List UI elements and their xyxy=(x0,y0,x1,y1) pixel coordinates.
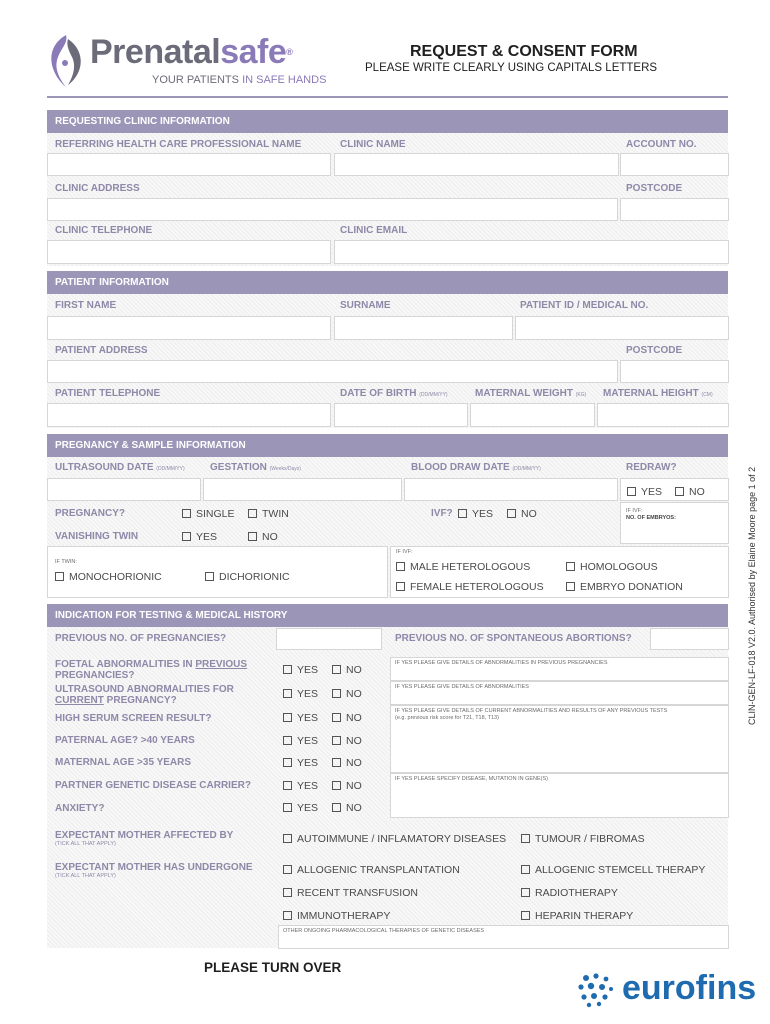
paternal-yes-checkbox[interactable]: YES xyxy=(283,735,318,747)
mother-undergone-tick-note: (TICK ALL THAT APPLY) xyxy=(55,873,116,879)
prenatalsafe-logo: Prenatalsafe® YOUR PATIENTS IN SAFE HANDS xyxy=(44,31,334,93)
vanishing-twin-label: VANISHING TWIN xyxy=(55,531,139,542)
form-subtitle: PLEASE WRITE CLEARLY USING CAPITALS LETTERS xyxy=(365,62,658,74)
first-name-label: FIRST NAME xyxy=(55,300,117,311)
maternal-no-checkbox[interactable]: NO xyxy=(332,757,362,769)
maternal-age-label: MATERNAL AGE >35 YEARS xyxy=(55,757,192,768)
brand-name-suffix: safe xyxy=(220,33,287,71)
redraw-no-checkbox[interactable]: NO xyxy=(675,486,705,498)
patient-telephone-label: PATIENT TELEPHONE xyxy=(55,388,161,399)
clinic-section-header: REQUESTING CLINIC INFORMATION xyxy=(47,110,728,133)
embryo-donation-checkbox[interactable]: EMBRYO DONATION xyxy=(566,581,683,593)
mother-undergone-label: EXPECTANT MOTHER HAS UNDERGONE xyxy=(55,862,253,873)
if-ivf-label: IF IVF: xyxy=(396,549,413,555)
foetal-yes-checkbox[interactable]: YES xyxy=(283,664,318,676)
maternal-yes-checkbox[interactable]: YES xyxy=(283,757,318,769)
patient-id-label: PATIENT ID / MEDICAL NO. xyxy=(520,300,649,311)
mother-affected-tick-note: (TICK ALL THAT APPLY) xyxy=(55,841,116,847)
foetal-abnormalities-label: FOETAL ABNORMALITIES IN PREVIOUS PREGNANCIES? xyxy=(55,659,248,681)
clinic-email-field[interactable] xyxy=(334,240,729,264)
prev-abortions-label: PREVIOUS NO. OF SPONTANEOUS ABORTIONS? xyxy=(395,633,632,644)
document-reference: CLIN-GEN-LF-018 V2.0. Authorised by Elaine Moore page 1 of 2 xyxy=(747,466,757,725)
prev-pregnancies-field[interactable] xyxy=(276,628,382,650)
foetal-no-checkbox[interactable]: NO xyxy=(332,664,362,676)
immunotherapy-checkbox[interactable]: IMMUNOTHERAPY xyxy=(283,910,390,922)
pregnancy-type-label: PREGNANCY? xyxy=(55,508,126,519)
dichorionic-checkbox[interactable]: DICHORIONIC xyxy=(205,571,290,583)
patient-address-label: PATIENT ADDRESS xyxy=(55,345,148,356)
clinic-postcode-field[interactable] xyxy=(620,198,729,221)
ivf-yes-checkbox[interactable]: YES xyxy=(458,508,493,520)
autoimmune-checkbox[interactable]: AUTOIMMUNE / INFLAMATORY DISEASES xyxy=(283,833,506,845)
if-ivf-embryos-label: IF IVF: xyxy=(626,508,643,514)
serum-details-note-example: (e.g. previous risk score for T21, T18, T13) xyxy=(395,715,499,721)
twin-checkbox[interactable]: TWIN xyxy=(248,508,289,520)
ultrasound-yes-checkbox[interactable]: YES xyxy=(283,688,318,700)
gestation-label: GESTATION (Weeks/Days) xyxy=(210,462,301,473)
anxiety-no-checkbox[interactable]: NO xyxy=(332,802,362,814)
gestation-field[interactable] xyxy=(203,478,402,501)
ultrasound-no-checkbox[interactable]: NO xyxy=(332,688,362,700)
serum-yes-checkbox[interactable]: YES xyxy=(283,712,318,724)
no-of-embryos-label: NO. OF EMBRYOS: xyxy=(626,515,676,521)
partner-carrier-label: PARTNER GENETIC DISEASE CARRIER? xyxy=(55,780,251,791)
anxiety-label: ANXIETY? xyxy=(55,803,105,814)
clinic-address-label: CLINIC ADDRESS xyxy=(55,183,140,194)
patient-telephone-field[interactable] xyxy=(47,403,331,427)
eurofins-logo xyxy=(576,968,756,1012)
partner-no-checkbox[interactable]: NO xyxy=(332,780,362,792)
anxiety-yes-checkbox[interactable]: YES xyxy=(283,802,318,814)
ivf-label: IVF? xyxy=(431,508,453,519)
if-twin-label: IF TWIN: xyxy=(55,559,77,565)
account-no-field[interactable] xyxy=(620,153,729,176)
pregnancy-section-header: PREGNANCY & SAMPLE INFORMATION xyxy=(47,434,728,457)
surname-label: SURNAME xyxy=(340,300,391,311)
blood-draw-date-field[interactable] xyxy=(404,478,618,501)
male-heterologous-checkbox[interactable]: MALE HETEROLOGOUS xyxy=(396,561,530,573)
maternal-height-label: MATERNAL HEIGHT (CM) xyxy=(603,388,713,399)
mother-affected-label: EXPECTANT MOTHER AFFECTED BY xyxy=(55,830,234,841)
ultrasound-details-note: IF YES PLEASE GIVE DETAILS OF ABNORMALITIES xyxy=(395,684,529,690)
eurofins-wordmark: eurofins xyxy=(622,969,757,1007)
female-heterologous-checkbox[interactable]: FEMALE HETEROLOGOUS xyxy=(396,581,544,593)
header-divider xyxy=(47,96,728,98)
patient-address-field[interactable] xyxy=(47,360,618,383)
maternal-weight-field[interactable] xyxy=(470,403,595,427)
ultrasound-date-field[interactable] xyxy=(47,478,201,501)
patient-id-field[interactable] xyxy=(515,316,729,340)
brand-name-prefix: Prenatal xyxy=(90,33,221,71)
ultrasound-date-label: ULTRASOUND DATE (DD/MM/YY) xyxy=(55,462,185,473)
partner-details-note: IF YES PLEASE SPECIFY DISEASE, MUTATION IN GENE(S) xyxy=(395,776,549,782)
allogenic-transplant-checkbox[interactable]: ALLOGENIC TRANSPLANTATION xyxy=(283,864,460,876)
clinic-name-field[interactable] xyxy=(334,153,619,176)
serum-no-checkbox[interactable]: NO xyxy=(332,712,362,724)
partner-yes-checkbox[interactable]: YES xyxy=(283,780,318,792)
clinic-postcode-label: POSTCODE xyxy=(626,183,683,194)
redraw-label: REDRAW? xyxy=(626,462,677,473)
homologous-checkbox[interactable]: HOMOLOGOUS xyxy=(566,561,658,573)
recent-transfusion-checkbox[interactable]: RECENT TRANSFUSION xyxy=(283,887,418,899)
paternal-no-checkbox[interactable]: NO xyxy=(332,735,362,747)
ivf-no-checkbox[interactable]: NO xyxy=(507,508,537,520)
foetal-details-note: IF YES PLEASE GIVE DETAILS OF ABNORMALITIES IN PREVIOUS PREGNANCIES xyxy=(395,660,608,666)
maternal-height-field[interactable] xyxy=(597,403,729,427)
redraw-yes-checkbox[interactable]: YES xyxy=(627,486,662,498)
serum-details-note: IF YES PLEASE GIVE DETAILS OF CURRENT ABNORMALITIES AND RESULTS OF ANY PREVIOUS TESTS xyxy=(395,708,668,714)
clinic-name-label: CLINIC NAME xyxy=(340,139,406,150)
maternal-weight-label: MATERNAL WEIGHT (KG) xyxy=(475,388,587,399)
prev-pregnancies-label: PREVIOUS NO. OF PREGNANCIES? xyxy=(55,633,227,644)
tagline-part-b: IN SAFE HANDS xyxy=(242,74,327,86)
radiotherapy-checkbox[interactable]: RADIOTHERAPY xyxy=(521,887,618,899)
surname-field[interactable] xyxy=(334,316,513,340)
eurofins-dots-icon xyxy=(576,972,616,1008)
referring-name-field[interactable] xyxy=(47,153,331,176)
allogenic-stemcell-checkbox[interactable]: ALLOGENIC STEMCELL THERAPY xyxy=(521,864,705,876)
heparin-checkbox[interactable]: HEPARIN THERAPY xyxy=(521,910,633,922)
vanishing-twin-no-checkbox[interactable]: NO xyxy=(248,531,278,543)
other-therapies-note: OTHER ONGOING PHARMACOLOGICAL THERAPIES OF GENETIC DISEASES xyxy=(283,928,485,934)
patient-section-header: PATIENT INFORMATION xyxy=(47,271,728,294)
monochorionic-checkbox[interactable]: MONOCHORIONIC xyxy=(55,571,162,583)
prenatalsafe-emblem-icon xyxy=(44,33,88,89)
tumour-checkbox[interactable]: TUMOUR / FIBROMAS xyxy=(521,833,645,845)
history-section-header: INDICATION FOR TESTING & MEDICAL HISTORY xyxy=(47,604,728,627)
clinic-address-field[interactable] xyxy=(47,198,618,221)
patient-postcode-field[interactable] xyxy=(620,360,729,383)
please-turn-over: PLEASE TURN OVER xyxy=(204,960,342,975)
ultrasound-abnormalities-label: ULTRASOUND ABNORMALITIES FOR CURRENT PREGNANCY? xyxy=(55,684,234,706)
paternal-age-label: PATERNAL AGE? >40 YEARS xyxy=(55,735,195,746)
single-checkbox[interactable]: SINGLE xyxy=(182,508,235,520)
first-name-field[interactable] xyxy=(47,316,331,340)
clinic-telephone-label: CLINIC TELEPHONE xyxy=(55,225,153,236)
patient-postcode-label: POSTCODE xyxy=(626,345,683,356)
form-title: REQUEST & CONSENT FORM xyxy=(410,43,638,60)
prev-abortions-field[interactable] xyxy=(650,628,729,650)
dob-label: DATE OF BIRTH (DD/MM/YY) xyxy=(340,388,448,399)
blood-draw-date-label: BLOOD DRAW DATE (DD/MM/YY) xyxy=(411,462,541,473)
dob-field[interactable] xyxy=(334,403,468,427)
tagline-part-a: YOUR PATIENTS xyxy=(152,74,239,86)
clinic-telephone-field[interactable] xyxy=(47,240,331,264)
serum-screen-label: HIGH SERUM SCREEN RESULT? xyxy=(55,713,212,724)
referring-name-label: REFERRING HEALTH CARE PROFESSIONAL NAME xyxy=(55,139,302,150)
clinic-email-label: CLINIC EMAIL xyxy=(340,225,408,236)
vanishing-twin-yes-checkbox[interactable]: YES xyxy=(182,531,217,543)
account-no-label: ACCOUNT NO. xyxy=(626,139,697,150)
